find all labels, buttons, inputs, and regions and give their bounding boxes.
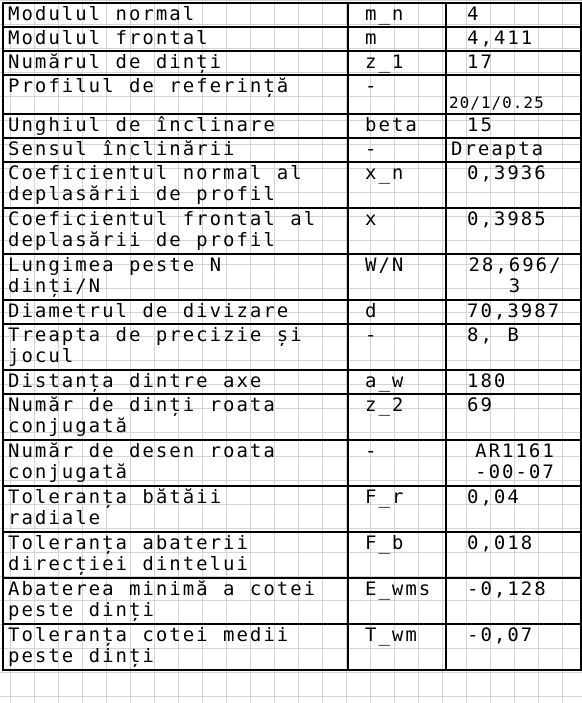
parameter-cell: Toleranța abaterii direcției dintelui	[3, 532, 348, 578]
table-row	[3, 624, 581, 670]
symbol-cell: m	[348, 27, 446, 51]
gear-parameters-table	[2, 2, 582, 671]
value-cell: 4	[446, 3, 581, 27]
value-cell: 17	[446, 51, 581, 75]
table-row	[3, 27, 581, 51]
symbol-cell: F_b	[348, 532, 446, 578]
parameter-cell: Număr de desen roata conjugată	[3, 440, 348, 486]
parameter-cell: Distanța dintre axe	[3, 370, 348, 394]
value-cell: AR1161 -00-07	[446, 440, 581, 486]
symbol-cell: a_w	[348, 370, 446, 394]
symbol-cell: x	[348, 208, 446, 254]
parameter-cell: Toleranța cotei medii peste dinți	[3, 624, 348, 670]
value-cell: -0,128	[446, 578, 581, 624]
symbol-cell: z_2	[348, 394, 446, 440]
parameter-cell: Abaterea minimă a cotei peste dinți	[3, 578, 348, 624]
parameter-cell: Treapta de precizie și jocul	[3, 324, 348, 370]
value-cell: 15	[446, 114, 581, 138]
table-row	[3, 3, 581, 27]
value-cell: 0,018	[446, 532, 581, 578]
table-row	[3, 394, 581, 440]
parameter-cell: Unghiul de înclinare	[3, 114, 348, 138]
parameter-cell: Coeficientul frontal al deplasării de profil	[3, 208, 348, 254]
value-cell: 69	[446, 394, 581, 440]
parameter-cell: Toleranța bătăii radiale	[3, 486, 348, 532]
symbol-cell: x_n	[348, 162, 446, 208]
table-row	[3, 486, 581, 532]
symbol-cell: W/N	[348, 254, 446, 300]
parameter-cell: Sensul înclinării	[3, 138, 348, 162]
parameter-cell: Lungimea peste N dinți/N	[3, 254, 348, 300]
symbol-cell: -	[348, 75, 446, 114]
table-row	[3, 578, 581, 624]
table-row	[3, 440, 581, 486]
table-row	[3, 138, 581, 162]
symbol-cell: -	[348, 324, 446, 370]
symbol-cell: -	[348, 440, 446, 486]
symbol-cell: T_wm	[348, 624, 446, 670]
parameter-cell: Coeficientul normal al deplasării de profil	[3, 162, 348, 208]
value-cell	[446, 75, 581, 114]
reference-profile-value: 20/1/0.25	[449, 93, 545, 112]
symbol-cell: m_n	[348, 3, 446, 27]
parameter-cell: Diametrul de divizare	[3, 300, 348, 324]
table-row	[3, 208, 581, 254]
symbol-cell: beta	[348, 114, 446, 138]
parameter-cell: Modulul frontal	[3, 27, 348, 51]
value-cell: 8, B	[446, 324, 581, 370]
table-row	[3, 51, 581, 75]
value-cell: 4,411	[446, 27, 581, 51]
table-row	[3, 254, 581, 300]
value-cell: 0,3936	[446, 162, 581, 208]
value-cell: 180	[446, 370, 581, 394]
table-row	[3, 532, 581, 578]
parameter-cell: Numărul de dinți	[3, 51, 348, 75]
symbol-cell: d	[348, 300, 446, 324]
parameter-cell: Modulul normal	[3, 3, 348, 27]
table-row	[3, 300, 581, 324]
symbol-cell: F_r	[348, 486, 446, 532]
table-row	[3, 370, 581, 394]
symbol-cell: -	[348, 138, 446, 162]
value-cell: 0,04	[446, 486, 581, 532]
table-row	[3, 162, 581, 208]
symbol-cell: z_1	[348, 51, 446, 75]
parameter-cell: Profilul de referință	[3, 75, 348, 114]
table-row	[3, 114, 581, 138]
symbol-cell: E_wms	[348, 578, 446, 624]
value-cell: 28,696/ 3	[446, 254, 581, 300]
parameter-cell: Număr de dinți roata conjugată	[3, 394, 348, 440]
table-row	[3, 75, 581, 114]
value-cell: Dreapta	[446, 138, 581, 162]
value-cell: 0,3985	[446, 208, 581, 254]
value-cell: 70,3987	[446, 300, 581, 324]
value-cell: -0,07	[446, 624, 581, 670]
table-row	[3, 324, 581, 370]
